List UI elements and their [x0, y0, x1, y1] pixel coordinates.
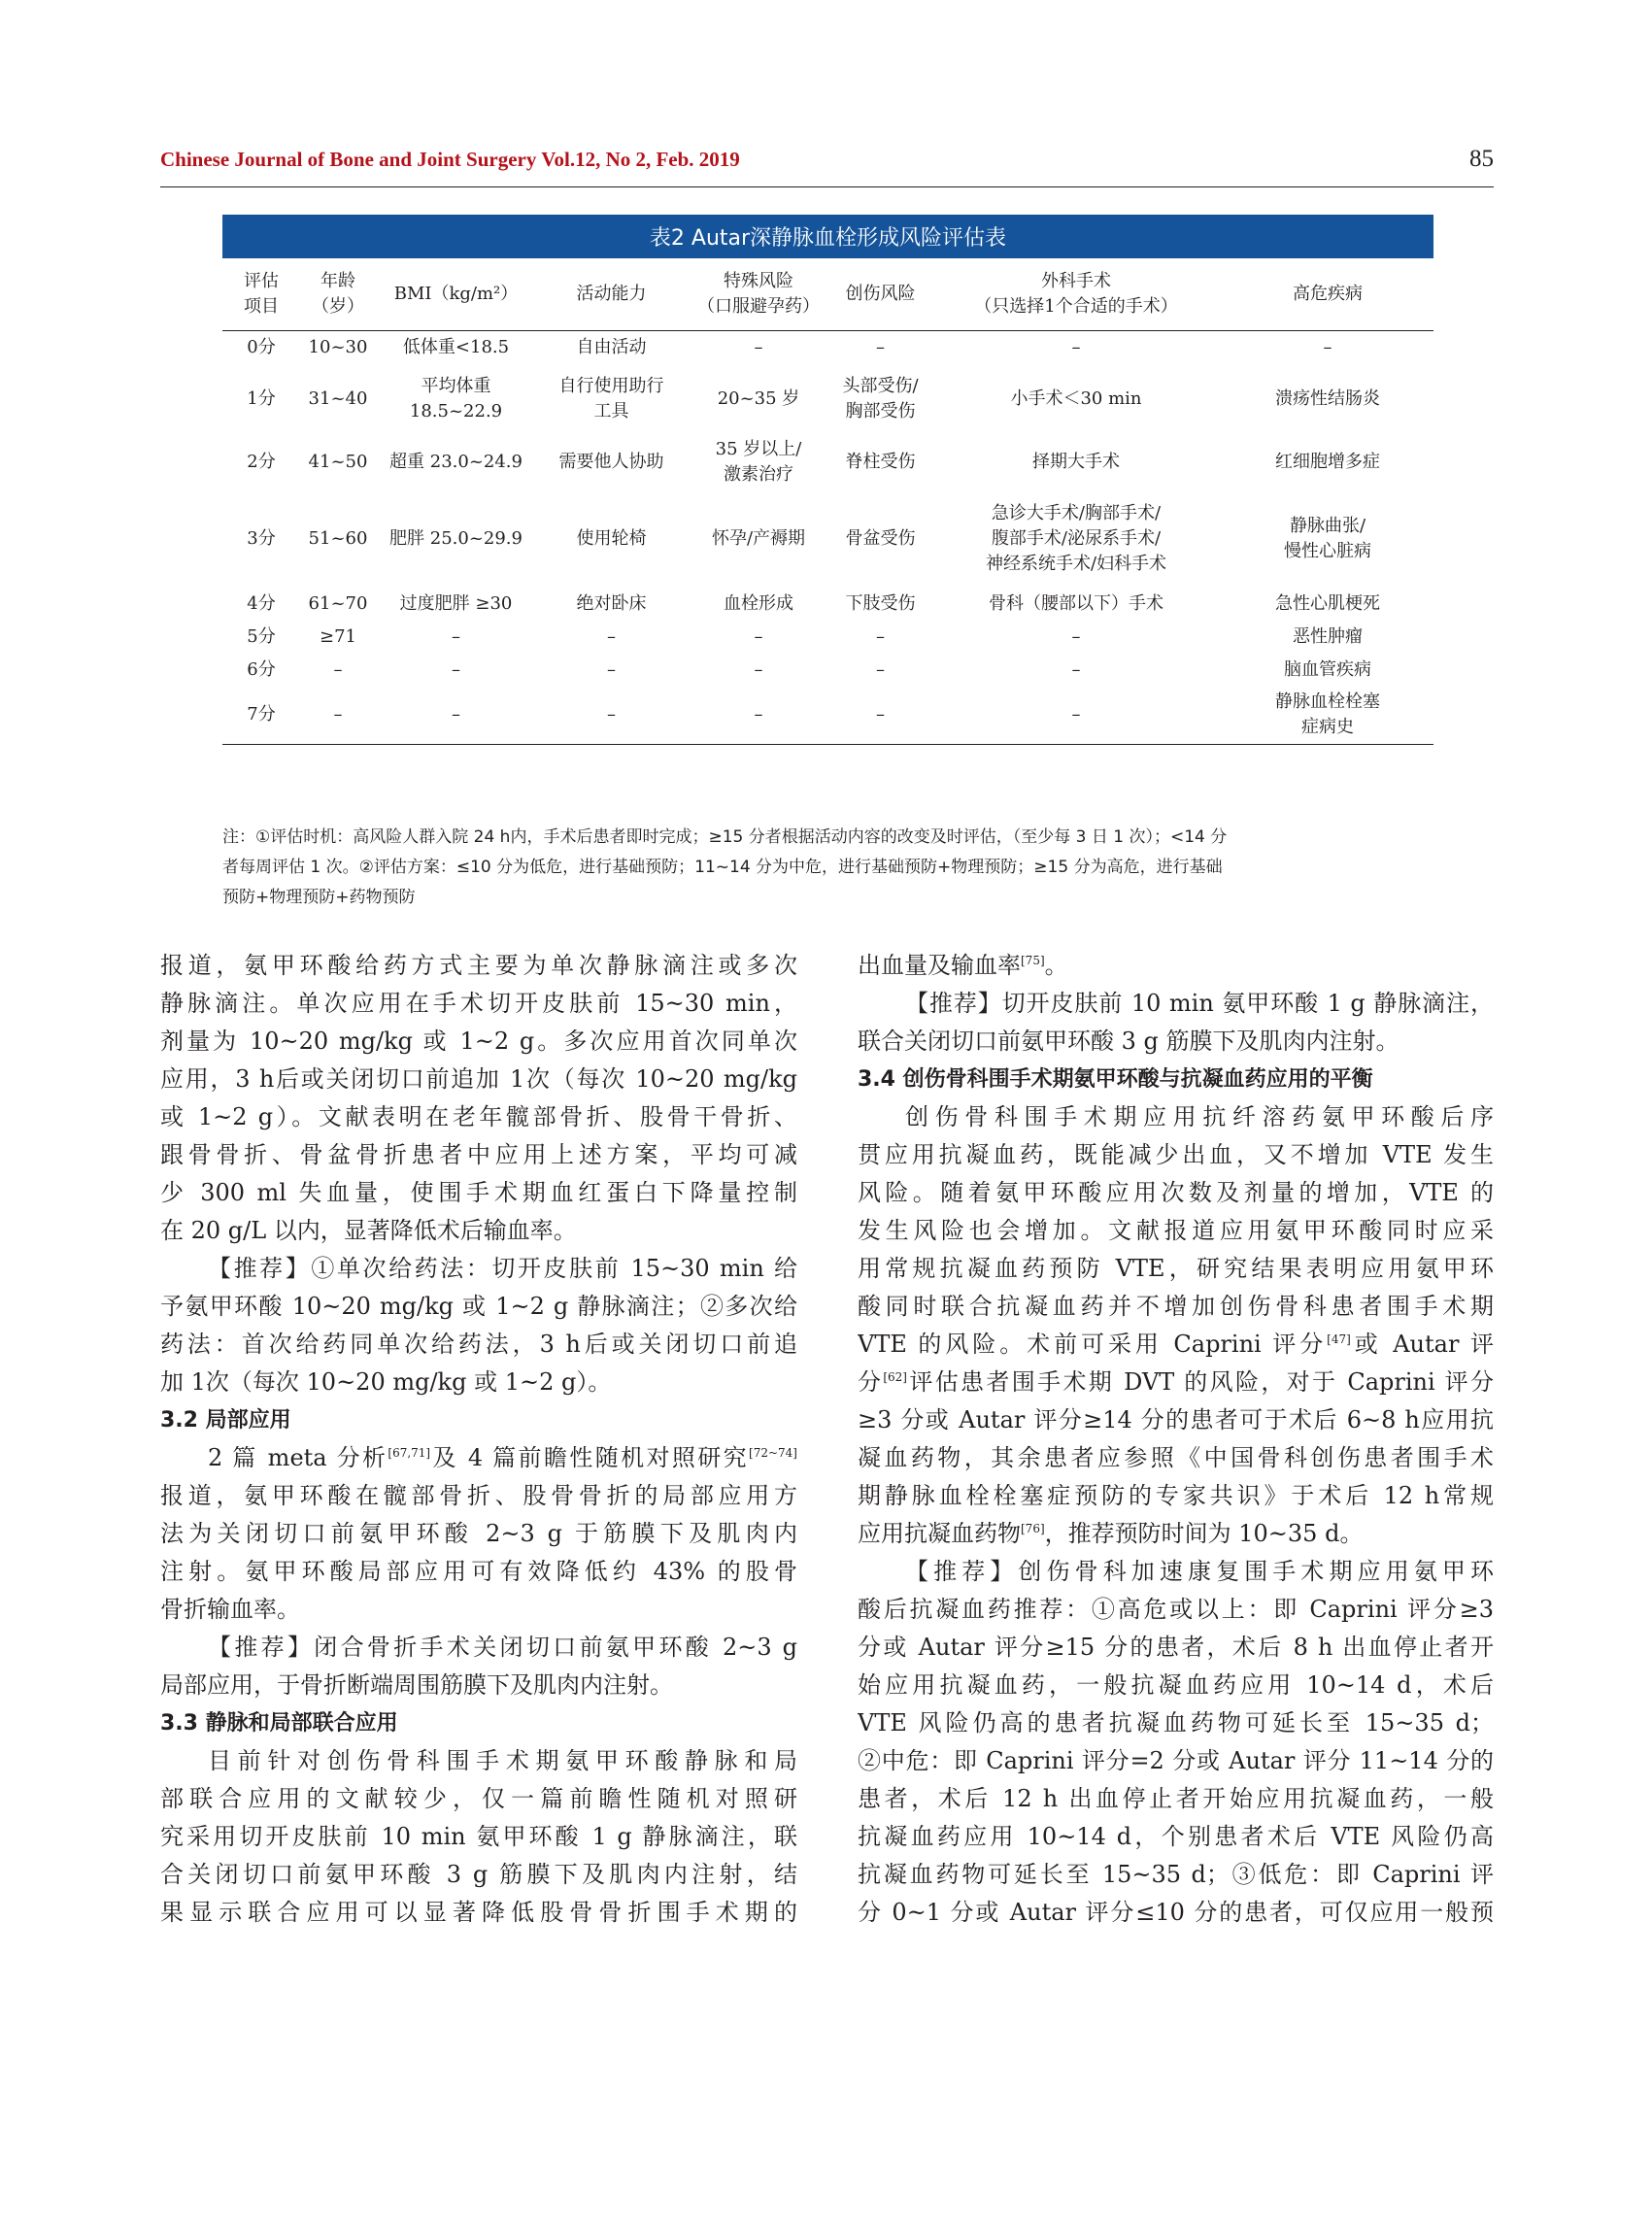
text-run: 及 4 篇前瞻性随机对照研究 [430, 1444, 750, 1471]
text-line [160, 1250, 797, 1288]
text-run: 分 [858, 1368, 884, 1396]
table-cell [1222, 331, 1433, 364]
text-run: ②中危：即 Caprini 评分=2 分或 Autar 评分 11~14 分的 [858, 1747, 1494, 1774]
table-cell [687, 687, 830, 745]
text-run: 【推荐】创伤骨科加速康复围手术期应用氨甲环 [905, 1558, 1494, 1585]
table-cell [830, 364, 930, 434]
cell-text-line: 工具 [593, 400, 629, 421]
table-body [222, 331, 1433, 745]
table-cell [222, 490, 300, 588]
citation-ref: [62] [883, 1370, 907, 1384]
table-cell [687, 331, 830, 364]
cell-text-line: 活动能力 [576, 284, 647, 304]
table-title: 表2 Autar深静脉血栓形成风险评估表 [222, 215, 1433, 258]
table-cell [930, 490, 1222, 588]
table-cell [300, 687, 376, 745]
table-cell [930, 331, 1222, 364]
cell-text-line: 慢性心脏病 [1284, 540, 1371, 561]
cell-text-line: 小手术＜30 min [1010, 388, 1142, 409]
text-line [858, 1477, 1494, 1515]
cell-text-line: 10~30 [308, 336, 368, 357]
table-cell [300, 621, 376, 654]
cell-text-line: – [754, 704, 763, 725]
cell-text-line: 自行使用助行 [558, 375, 664, 396]
journal-title: Chinese Journal of Bone and Joint Surgery Vol.12, No 2, Feb. 2019 [160, 148, 740, 171]
text-run: 【推荐】①单次给药法：切开皮肤前 15~30 min 给 [208, 1255, 797, 1282]
cell-text-line: （岁） [312, 296, 364, 317]
table-note [222, 823, 1433, 913]
text-run: 在 20 g/L 以内，显著降低术后输血率。 [160, 1217, 577, 1244]
text-line [160, 1742, 797, 1780]
text-run: 评估患者围手术期 DVT 的风险，对于 Caprini 评分 [907, 1368, 1494, 1396]
section-heading: 3.2 局部应用 [160, 1408, 291, 1433]
table-cell [376, 654, 536, 687]
table-cell [300, 490, 376, 588]
text-run: 联合关闭切口前氨甲环酸 3 g 筋膜下及肌肉内注射。 [858, 1028, 1399, 1055]
cell-text-line: 症病史 [1301, 717, 1354, 738]
text-line [858, 1591, 1494, 1629]
table-cell [300, 434, 376, 490]
text-line [858, 1250, 1494, 1288]
cell-text-line: 4分 [247, 592, 276, 614]
cell-text-line: 红细胞增多症 [1275, 451, 1380, 472]
text-line [160, 1364, 797, 1401]
table-cell [376, 364, 536, 434]
table-cell [300, 588, 376, 621]
text-line [160, 1553, 797, 1591]
text-line [160, 1818, 797, 1856]
text-run: 少 300 ml 失血量，使围手术期血红蛋白下降量控制 [160, 1179, 797, 1206]
cell-text-line: 胸部受伤 [845, 400, 916, 421]
text-line [858, 1288, 1494, 1326]
text-line [858, 1098, 1494, 1136]
cell-text-line: – [333, 704, 343, 725]
table-row [222, 621, 1433, 654]
text-run: 药法：首次给药同单次给药法，3 h后或关闭切口前追 [160, 1331, 797, 1358]
cell-text-line: 5分 [247, 625, 276, 647]
text-line [858, 1174, 1494, 1212]
text-run: 出血量及输血率 [858, 952, 1021, 979]
text-run: 患者，术后 12 h 出血停止者开始应用抗凝血药，一般 [858, 1785, 1494, 1812]
text-line [858, 1326, 1494, 1364]
cell-text-line: – [607, 658, 616, 680]
text-line [858, 1818, 1494, 1856]
cell-text-line: – [876, 704, 885, 725]
cell-text-line: 头部受伤/ [842, 375, 919, 396]
citation-ref: [47] [1327, 1332, 1351, 1346]
page-number: 85 [1469, 146, 1494, 172]
text-run: 报道，氨甲环酸在髋部骨折、股骨骨折的局部应用方 [160, 1482, 797, 1509]
text-run: 用常规抗凝血药预防 VTE，研究结果表明应用氨甲环 [858, 1255, 1494, 1282]
text-line [160, 1856, 797, 1894]
table-cell [1222, 621, 1433, 654]
running-header [160, 144, 1494, 187]
text-line [160, 985, 797, 1023]
note-line: 预防+物理预防+药物预防 [222, 888, 416, 907]
table-row [222, 588, 1433, 621]
text-line [858, 1364, 1494, 1401]
text-line [160, 1023, 797, 1061]
text-line [160, 1477, 797, 1515]
text-run: 抗凝血药应用 10~14 d，个别患者术后 VTE 风险仍高 [858, 1823, 1494, 1850]
text-line [858, 1780, 1494, 1818]
text-run: 跟骨骨折、骨盆骨折患者中应用上述方案，平均可减 [160, 1141, 797, 1168]
text-line [160, 1591, 797, 1629]
text-run: 加 1次（每次 10~20 mg/kg 或 1~2 g）。 [160, 1368, 612, 1396]
table-cell [830, 621, 930, 654]
cell-text-line: – [876, 658, 885, 680]
table-cell [222, 621, 300, 654]
text-run: 风险。随着氨甲环酸应用次数及剂量的增加，VTE 的 [858, 1179, 1494, 1206]
table-cell [687, 621, 830, 654]
text-line [160, 1667, 797, 1704]
text-run: 。 [1044, 952, 1068, 979]
table-cell [376, 434, 536, 490]
text-line [858, 1704, 1494, 1742]
cell-text-line: ≥71 [320, 625, 356, 647]
cell-text-line: 6分 [247, 658, 276, 680]
section-heading: 3.4 创伤骨科围手术期氨甲环酸与抗凝血药应用的平衡 [858, 1067, 1373, 1092]
cell-text-line: 高危疾病 [1293, 284, 1363, 304]
text-run: 局部应用，于骨折断端周围筋膜下及肌肉内注射。 [160, 1671, 673, 1699]
citation-ref: [76] [1021, 1522, 1045, 1535]
table-cell [1222, 687, 1433, 745]
table-cell [300, 654, 376, 687]
cell-text-line: – [1071, 625, 1081, 647]
cell-text-line: 35 岁以上/ [715, 438, 802, 459]
cell-text-line: 腹部手术/泌尿系手术/ [991, 527, 1162, 549]
note-line: 者每周评估 1 次。②评估方案：≤10 分为低危，进行基础预防；11~14 分为中危，进行基础预防+物理预防；≥15 分为高危，进行基础 [222, 858, 1223, 877]
text-run: 究采用切开皮肤前 10 min 氨甲环酸 1 g 静脉滴注，联 [160, 1823, 797, 1850]
cell-text-line: 神经系统手术/妇科手术 [985, 553, 1167, 574]
cell-text-line: 择期大手术 [1032, 451, 1120, 472]
table-cell [376, 490, 536, 588]
table-cell [930, 434, 1222, 490]
text-run: 骨折输血率。 [160, 1596, 300, 1623]
column-header [830, 258, 930, 331]
text-run: 法为关闭切口前氨甲环酸 2~3 g 于筋膜下及肌肉内 [160, 1520, 797, 1547]
table-cell [536, 687, 687, 745]
table-cell [687, 490, 830, 588]
cell-text-line: – [1071, 658, 1081, 680]
table-cell [830, 490, 930, 588]
cell-text-line: 溃疡性结肠炎 [1275, 388, 1380, 409]
cell-text-line: 急诊大手术/胸部手术/ [991, 502, 1162, 523]
cell-text-line: 61~70 [308, 592, 368, 614]
text-run: 创伤骨科围手术期应用抗纤溶药氨甲环酸后序 [905, 1103, 1494, 1130]
cell-text-line: 过度肥胖 ≥30 [399, 592, 513, 614]
text-line [858, 985, 1494, 1023]
table-cell [536, 331, 687, 364]
cell-text-line: 20~35 岁 [717, 388, 800, 409]
cell-text-line: 7分 [247, 704, 276, 725]
text-run: 果显示联合应用可以显著降低股骨骨折围手术期的 [160, 1899, 797, 1926]
text-line [160, 1894, 797, 1932]
cell-text-line: 0分 [247, 336, 276, 357]
column-header [1222, 258, 1433, 331]
table-cell [536, 588, 687, 621]
table-cell [376, 621, 536, 654]
cell-text-line: 超重 23.0~24.9 [389, 451, 523, 472]
cell-text-line: 31~40 [308, 388, 368, 409]
table-cell [1222, 588, 1433, 621]
citation-ref: [75] [1021, 954, 1045, 967]
cell-text-line: 特殊风险 [724, 271, 793, 291]
text-run: 酸同时联合抗凝血药并不增加创伤骨科患者围手术期 [858, 1293, 1494, 1320]
citation-ref: [67,71] [388, 1446, 431, 1460]
text-line [160, 1136, 797, 1174]
text-line [858, 1856, 1494, 1894]
table-row [222, 654, 1433, 687]
text-line [160, 1439, 797, 1477]
table-cell [300, 331, 376, 364]
table-cell [376, 687, 536, 745]
table-cell [687, 434, 830, 490]
text-run: ≥3 分或 Autar 评分≥14 分的患者可于术后 6~8 h应用抗 [858, 1406, 1494, 1433]
text-run: 静脉滴注。单次应用在手术切开皮肤前 15~30 min， [160, 990, 797, 1017]
cell-text-line: 骨盆受伤 [845, 527, 916, 549]
cell-text-line: 创伤风险 [845, 284, 916, 304]
section-heading: 3.3 静脉和局部联合应用 [160, 1711, 398, 1736]
table-cell [376, 588, 536, 621]
table-cell [687, 654, 830, 687]
text-line [858, 1439, 1494, 1477]
text-line [160, 1515, 797, 1553]
table-cell [830, 331, 930, 364]
text-run: 或 1~2 g）。文献表明在老年髋部骨折、股骨干骨折、 [160, 1103, 797, 1130]
text-run: 合关闭切口前氨甲环酸 3 g 筋膜下及肌肉内注射，结 [160, 1861, 797, 1888]
text-line [858, 1553, 1494, 1591]
table-cell [536, 490, 687, 588]
text-line [160, 1326, 797, 1364]
cell-text-line: – [1323, 336, 1332, 357]
text-line [858, 1136, 1494, 1174]
table-cell [830, 654, 930, 687]
table-cell [687, 588, 830, 621]
table-cell [930, 364, 1222, 434]
text-run: 2 篇 meta 分析 [208, 1444, 388, 1471]
text-line [858, 1629, 1494, 1667]
table-cell [830, 588, 930, 621]
cell-text-line: – [452, 625, 460, 647]
table-cell [222, 364, 300, 434]
text-run: 剂量为 10~20 mg/kg 或 1~2 g。多次应用首次同单次 [160, 1028, 797, 1055]
text-run: 分或 Autar 评分≥15 分的患者，术后 8 h 出血停止者开 [858, 1634, 1494, 1661]
table-cell [930, 687, 1222, 745]
text-run: VTE 风险仍高的患者抗凝血药物可延长至 15~35 d； [858, 1709, 1494, 1736]
cell-text-line: 平均体重 18.5~22.9 [409, 375, 503, 421]
table-cell [830, 434, 930, 490]
cell-text-line: 肥胖 25.0~29.9 [389, 527, 523, 549]
cell-text-line: 下肢受伤 [845, 592, 916, 614]
table-cell [536, 434, 687, 490]
text-run: 注射。氨甲环酸局部应用可有效降低约 43% 的股骨 [160, 1558, 797, 1585]
cell-text-line: – [1071, 704, 1081, 725]
cell-text-line: 2分 [247, 451, 276, 472]
table-cell [222, 654, 300, 687]
column-header [376, 258, 536, 331]
table-cell [687, 364, 830, 434]
table-cell [830, 687, 930, 745]
table-cell [1222, 490, 1433, 588]
cell-text-line: 3分 [247, 527, 276, 549]
cell-text-line: 外科手术 [1041, 271, 1111, 291]
column-header [536, 258, 687, 331]
text-line [858, 1515, 1494, 1553]
note-line: 注：①评估时机：高风险人群入院 24 h内，手术后患者即时完成；≥15 分者根据活动内容的改变及时评估，（至少每 3 日 1 次）；<14 分 [222, 827, 1228, 847]
body-column-right [858, 947, 1494, 1932]
text-run: 分 0~1 分或 Autar 评分≤10 分的患者，可仅应用一般预 [858, 1899, 1494, 1926]
cell-text-line: BMI（kg/m²） [393, 284, 519, 304]
cell-text-line: 低体重<18.5 [402, 336, 510, 357]
table-cell [536, 621, 687, 654]
text-run: 凝血药物，其余患者应参照《中国骨科创伤患者围手术 [858, 1444, 1494, 1471]
cell-text-line: – [876, 625, 885, 647]
table-cell [930, 654, 1222, 687]
table-cell [222, 434, 300, 490]
table-cell [930, 588, 1222, 621]
cell-text-line: – [1071, 336, 1081, 357]
cell-text-line: – [607, 625, 616, 647]
table-cell [930, 621, 1222, 654]
cell-text-line: 自由活动 [576, 336, 647, 357]
text-run: 始应用抗凝血药，一般抗凝血药应用 10~14 d，术后 [858, 1671, 1494, 1699]
text-line [858, 947, 1494, 985]
table-cell [300, 364, 376, 434]
text-line [160, 1061, 797, 1098]
cell-text-line: – [754, 625, 763, 647]
cell-text-line: 需要他人协助 [558, 451, 664, 472]
text-run: VTE 的风险。术前可采用 Caprini 评分 [858, 1331, 1328, 1358]
cell-text-line: 51~60 [308, 527, 368, 549]
table-header-row [222, 258, 1433, 331]
text-run: 应用，3 h后或关闭切口前追加 1次（每次 10~20 mg/kg [160, 1065, 797, 1093]
cell-text-line: 项目 [244, 296, 279, 317]
column-header [930, 258, 1222, 331]
text-run: 【推荐】切开皮肤前 10 min 氨甲环酸 1 g 静脉滴注， [905, 990, 1494, 1017]
cell-text-line: – [876, 336, 885, 357]
table-row [222, 687, 1433, 745]
text-run: ，推荐预防时间为 10~35 d。 [1044, 1520, 1364, 1547]
text-line [858, 1894, 1494, 1932]
table-row [222, 364, 1433, 434]
column-header [222, 258, 300, 331]
table-cell [376, 331, 536, 364]
cell-text-line: 急性心肌梗死 [1275, 592, 1380, 614]
column-header [687, 258, 830, 331]
table-row [222, 331, 1433, 364]
citation-ref: [72~74] [749, 1446, 797, 1460]
table-cell [536, 364, 687, 434]
cell-text-line: 脊柱受伤 [845, 451, 916, 472]
cell-text-line: – [754, 658, 763, 680]
text-line [160, 1212, 797, 1250]
column-header [300, 258, 376, 331]
text-line [160, 1098, 797, 1136]
text-line [160, 947, 797, 985]
text-run: 应用抗凝血药物 [858, 1520, 1021, 1547]
text-run: 予氨甲环酸 10~20 mg/kg 或 1~2 g 静脉滴注；②多次给 [160, 1293, 797, 1320]
cell-text-line: （口服避孕药） [697, 296, 820, 317]
text-run: 报道，氨甲环酸给药方式主要为单次静脉滴注或多次 [160, 952, 797, 979]
text-line [858, 1667, 1494, 1704]
text-line [160, 1288, 797, 1326]
table-cell [1222, 434, 1433, 490]
cell-text-line: 怀孕/产褥期 [711, 527, 806, 549]
cell-text-line: – [607, 704, 616, 725]
cell-text-line: 使用轮椅 [576, 527, 647, 549]
cell-text-line: 评估 [244, 271, 279, 291]
text-run: 发生风险也会增加。文献报道应用氨甲环酸同时应采 [858, 1217, 1494, 1244]
cell-text-line: – [754, 336, 763, 357]
text-run: 贯应用抗凝血药，既能减少出血，又不增加 VTE 发生 [858, 1141, 1494, 1168]
cell-text-line: 1分 [247, 388, 276, 409]
body-column-left [160, 947, 797, 1932]
cell-text-line: 绝对卧床 [576, 592, 647, 614]
cell-text-line: 激素治疗 [724, 463, 793, 485]
table-cell [222, 687, 300, 745]
text-run: 目前针对创伤骨科围手术期氨甲环酸静脉和局 [208, 1747, 797, 1774]
cell-text-line: 恶性肿瘤 [1293, 625, 1363, 647]
text-run: 【推荐】闭合骨折手术关闭切口前氨甲环酸 2~3 g [208, 1634, 797, 1661]
text-run: 或 Autar 评 [1350, 1331, 1494, 1358]
cell-text-line: 脑血管疾病 [1284, 658, 1371, 680]
text-line [858, 1401, 1494, 1439]
text-run: 部联合应用的文献较少，仅一篇前瞻性随机对照研 [160, 1785, 797, 1812]
cell-text-line: 静脉血栓栓塞 [1275, 691, 1380, 713]
table-cell [222, 331, 300, 364]
text-line [160, 1629, 797, 1667]
table-cell [222, 588, 300, 621]
text-line [160, 1174, 797, 1212]
table-cell [1222, 364, 1433, 434]
table-cell [1222, 654, 1433, 687]
cell-text-line: 骨科（腰部以下）手术 [989, 592, 1163, 614]
text-line [858, 1023, 1494, 1061]
cell-text-line: – [452, 658, 460, 680]
cell-text-line: – [452, 704, 460, 725]
cell-text-line: （只选择1个合适的手术） [974, 296, 1178, 317]
cell-text-line: 血栓形成 [724, 592, 793, 614]
cell-text-line: 静脉曲张/ [1289, 515, 1366, 536]
text-run: 酸后抗凝血药推荐：①高危或以上：即 Caprini 评分≥3 [858, 1596, 1494, 1623]
text-run: 抗凝血药物可延长至 15~35 d；③低危：即 Caprini 评 [858, 1861, 1494, 1888]
table-row [222, 434, 1433, 490]
cell-text-line: 41~50 [308, 451, 368, 472]
table-cell [536, 654, 687, 687]
table-row [222, 490, 1433, 588]
cell-text-line: – [333, 658, 343, 680]
autar-risk-table [222, 258, 1433, 745]
text-line [858, 1742, 1494, 1780]
text-run: 期静脉血栓栓塞症预防的专家共识》于术后 12 h常规 [858, 1482, 1494, 1509]
text-line [858, 1212, 1494, 1250]
text-line [160, 1780, 797, 1818]
cell-text-line: 年龄 [320, 271, 355, 291]
